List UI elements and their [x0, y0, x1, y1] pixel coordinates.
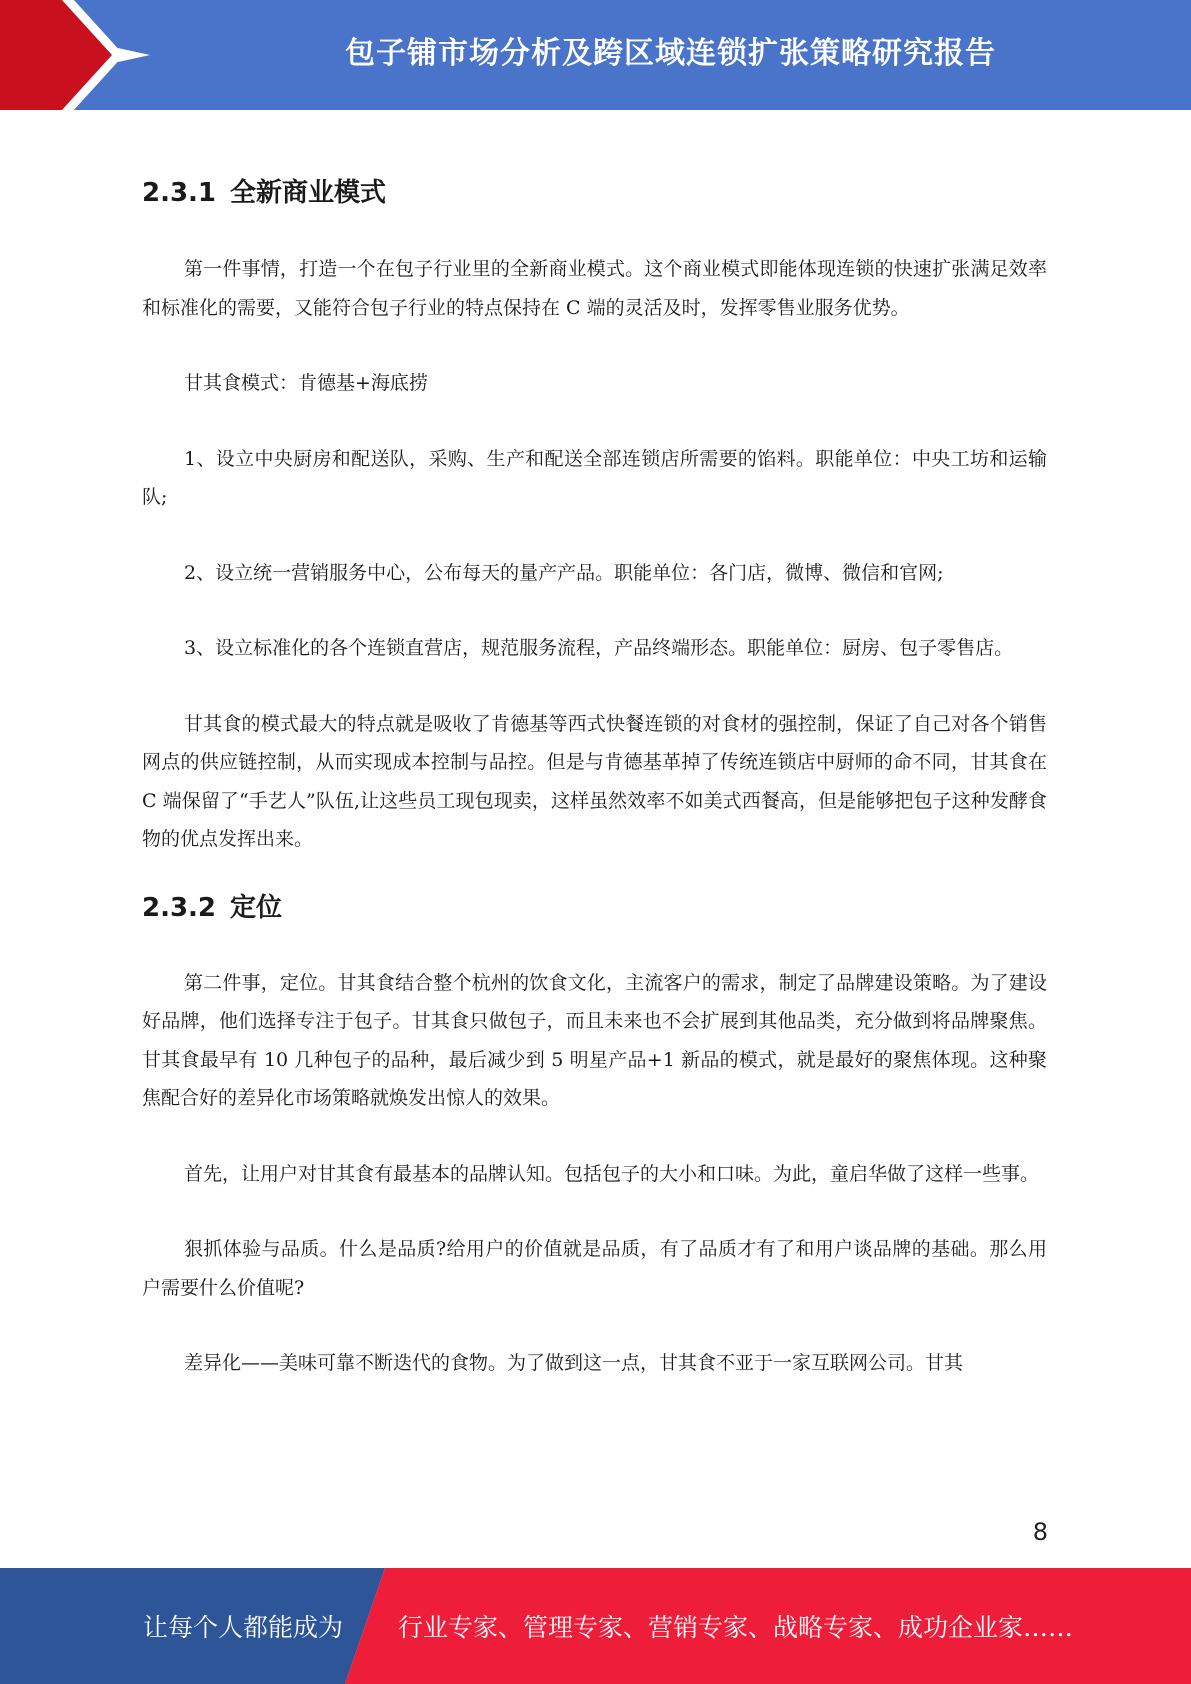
paragraph: 甘其食的模式最大的特点就是吸收了肯德基等西式快餐连锁的对食材的强控制，保证了自己对各个销售网点的供应链控制，从而实现成本控制与品控。但是与肯德基革掉了传统连锁店中厨师的命不同，甘其食在 C 端保留了“手艺人”队伍,让这些员工现包现卖，这样虽然效率不如美式西餐高，但是能够把包子这种发酵食物的优点发挥出来。 [142, 712, 1047, 850]
paragraph: 甘其食模式：肯德基+海底捞 [184, 372, 428, 394]
section-title: 定位 [230, 892, 283, 923]
header-arrow-decoration [0, 0, 160, 110]
section-number: 2.3.2 [142, 892, 217, 923]
paragraph: 3、设立标准化的各个连锁直营店，规范服务流程，产品终端形态。职能单位：厨房、包子零售店。 [184, 637, 1014, 659]
section-heading-2-3-2 [142, 887, 1047, 924]
section-number: 2.3.1 [142, 178, 217, 208]
paragraph: 第一件事情，打造一个在包子行业里的全新商业模式。这个商业模式即能体现连锁的快速扩张满足效率和标准化的需要，又能符合包子行业的特点保持在 C 端的灵活及时，发挥零售业服务优势。 [142, 258, 1047, 319]
footer-banner [0, 1568, 1191, 1684]
footer-slogan-right: 行业专家、管理专家、营销专家、战略专家、成功企业家…… [398, 1613, 1074, 1642]
paragraph: 差异化——美味可靠不断迭代的食物。为了做到这一点，甘其食不亚于一家互联网公司。甘其 [184, 1352, 964, 1374]
paragraph: 1、设立中央厨房和配送队，采购、生产和配送全部连锁店所需要的馅料。职能单位：中央工坊和运输队; [142, 447, 1047, 508]
section-heading-2-3-1 [142, 172, 1047, 209]
paragraph: 第二件事，定位。甘其食结合整个杭州的饮食文化，主流客户的需求，制定了品牌建设策略。为了建设好品牌，他们选择专注于包子。甘其食只做包子，而且未来也不会扩展到其他品类，充分做到将品牌聚焦。甘其食最早有 10 几种包子的品种，最后减少到 5 明星产品+1 新品的模式，就是最好的聚焦体现。这种聚焦配合好的差异化市场策略就焕发出惊人的效果。 [142, 971, 1047, 1109]
paragraph: 2、设立统一营销服务中心，公布每天的量产产品。职能单位：各门店，微博、微信和官网; [184, 561, 944, 584]
page-number: 8 [1032, 1518, 1048, 1546]
report-title: 包子铺市场分析及跨区域连锁扩张策略研究报告 [345, 36, 996, 71]
header-banner [0, 0, 1191, 110]
paragraph: 狠抓体验与品质。什么是品质?给用户的价值就是品质，有了品质才有了和用户谈品牌的基础。那么用户需要什么价值呢? [142, 1238, 1047, 1299]
section-title: 全新商业模式 [230, 178, 387, 208]
paragraph: 首先，让用户对甘其食有最基本的品牌认知。包括包子的大小和口味。为此，童启华做了这样一些事。 [184, 1162, 1040, 1185]
page-content [142, 160, 1047, 1383]
footer-slogan-left: 让每个人都能成为 [143, 1613, 344, 1642]
